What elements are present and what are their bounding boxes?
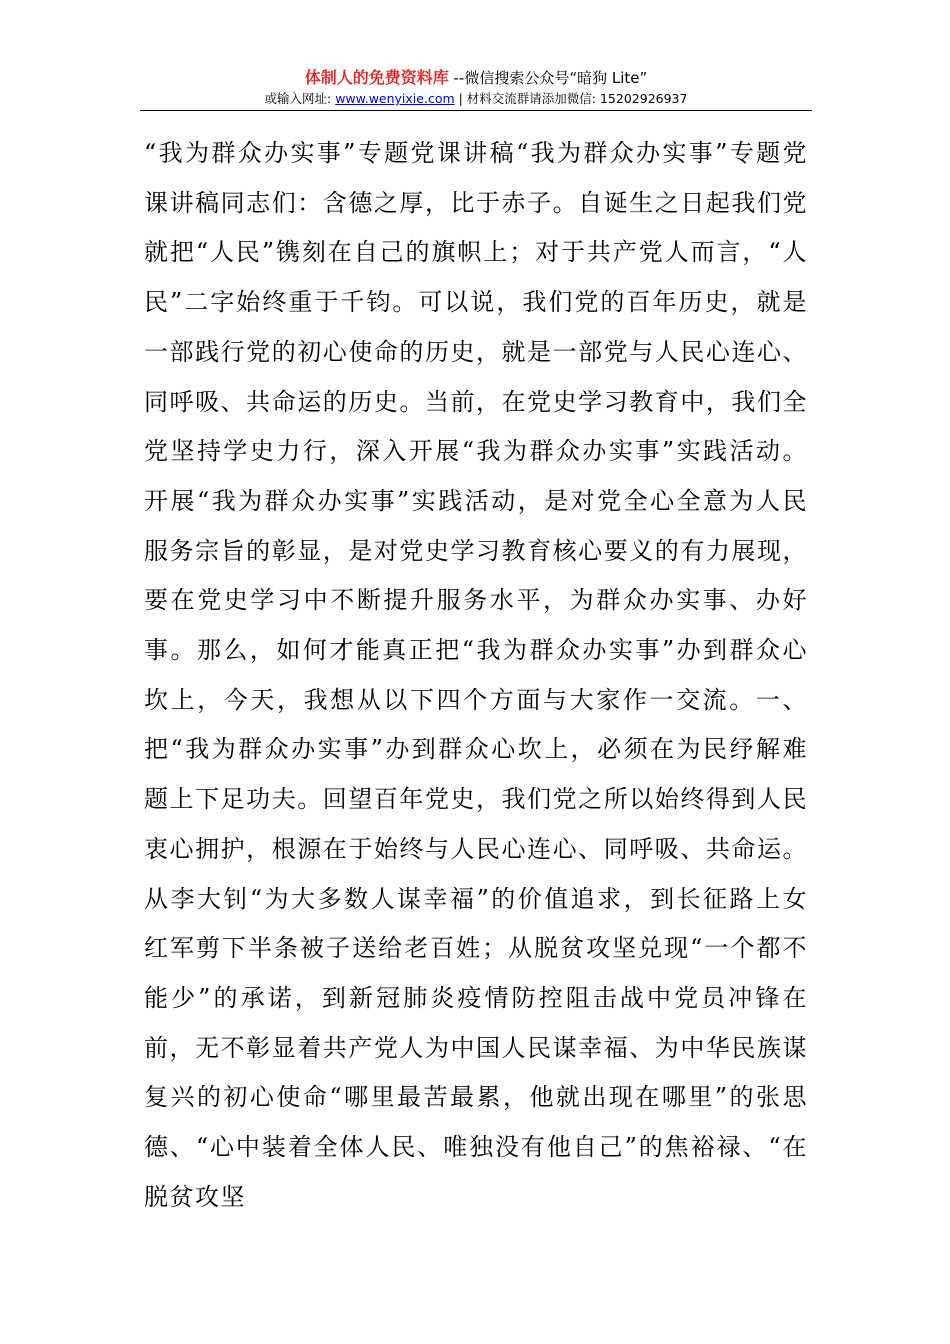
header-website-link[interactable]: www.wenyixie.com xyxy=(335,91,455,106)
header-divider xyxy=(140,110,812,111)
header-title: 体制人的免费资料库 xyxy=(304,68,449,87)
header-contact: | 材料交流群请添加微信: 15202926937 xyxy=(454,91,688,106)
header-url-label: 或输入网址: xyxy=(264,91,336,106)
header-contact-line xyxy=(140,89,812,109)
header-subtitle: --微信搜索公众号“暗狗 Lite” xyxy=(448,69,648,87)
header-title-line xyxy=(140,68,812,88)
document-body: “我为群众办实事”专题党课讲稿“我为群众办实事”专题党课讲稿同志们：含德之厚，比于赤子。自诞生之日起我们党就把“人民”镌刻在自己的旗帜上；对于共产党人而言，“人民”二字始终重于千钧。可以说，我们党的百年历史，就是一部践行党的初心使命的历史，就是一部党与人民心连心、同呼吸、共命运的历史。当前，在党史学习教育中，我们全党坚持学史力行，深入开展“我为群众办实事”实践活动。开展“我为群众办实事”实践活动，是对党全心全意为人民服务宗旨的彰显，是对党史学习教育核心要义的有力展现，要在党史学习中不断提升服务水平，为群众办实事、办好事。那么，如何才能真正把“我为群众办实事”办到群众心坎上，今天，我想从以下四个方面与大家作一交流。一、把“我为群众办实事”办到群众心坎上，必须在为民纾解难题上下足功夫。回望百年党史，我们党之所以始终得到人民衷心拥护，根源在于始终与人民心连心、同呼吸、共命运。从李大钊“为大多数人谋幸福”的价值追求，到长征路上女红军剪下半条被子送给老百姓；从脱贫攻坚兑现“一个都不能少”的承诺，到新冠肺炎疫情防控阻击战中党员冲锋在前，无不彰显着共产党人为中国人民谋幸福、为中华民族谋复兴的初心使命“哪里最苦最累，他就出现在哪里”的张思德、“心中装着全体人民、唯独没有他自己”的焦裕禄、“在脱贫攻坚 xyxy=(144,139,808,1211)
page-header xyxy=(140,68,812,109)
